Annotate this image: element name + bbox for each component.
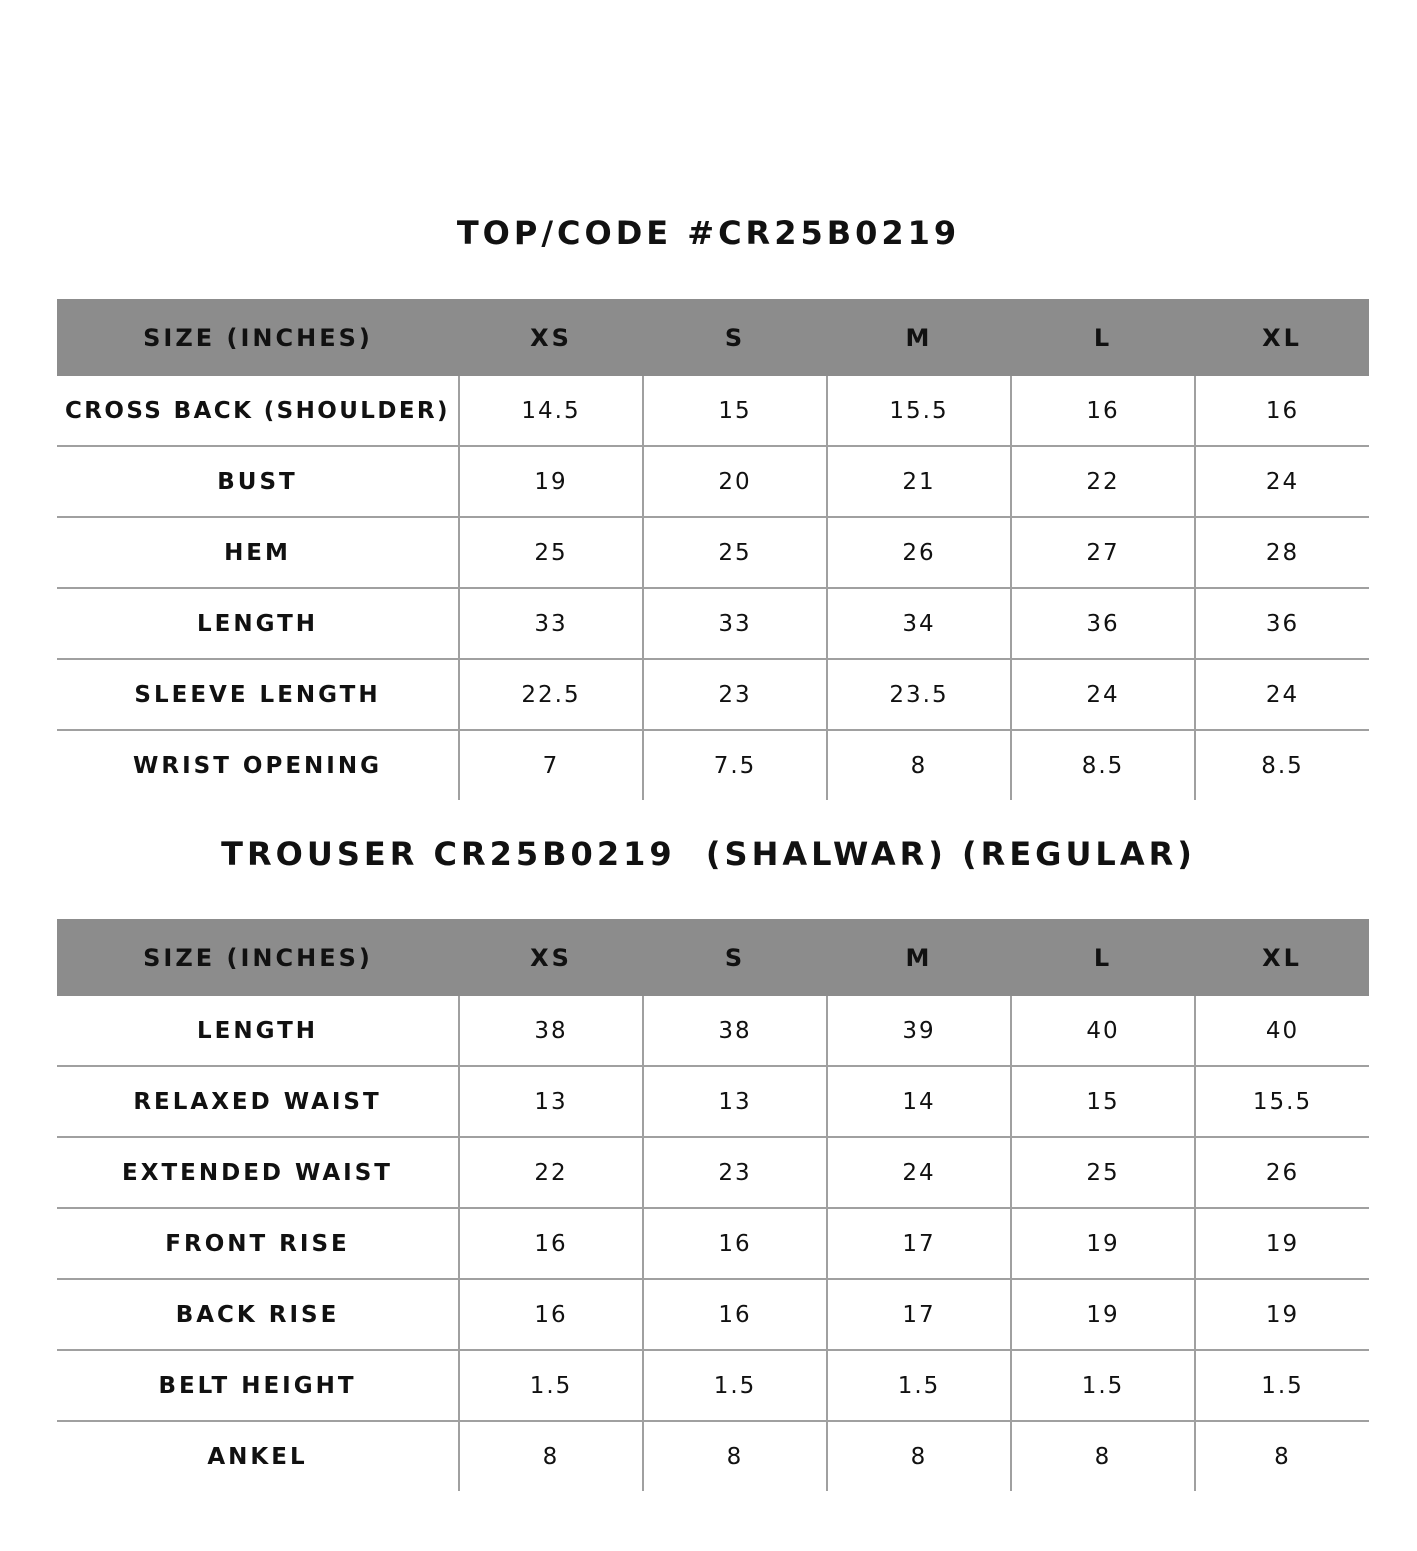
header-size-xl: XL bbox=[1195, 919, 1369, 996]
table-row bbox=[57, 1279, 1369, 1350]
row-label: BELT HEIGHT bbox=[57, 1350, 459, 1421]
table-row bbox=[57, 730, 1369, 800]
cell-value: 26 bbox=[1195, 1137, 1369, 1208]
table-row bbox=[57, 588, 1369, 659]
row-label: LENGTH bbox=[57, 996, 459, 1066]
row-label: BACK RISE bbox=[57, 1279, 459, 1350]
row-label: ANKEL bbox=[207, 1443, 308, 1470]
cell-value: 1.5 bbox=[459, 1350, 643, 1421]
header-size-m: M bbox=[827, 299, 1011, 376]
row-label: FRONT RISE bbox=[57, 1208, 459, 1279]
header-size-l: L bbox=[1011, 919, 1195, 996]
cell-value: 25 bbox=[1011, 1137, 1195, 1208]
cell-value: 7 bbox=[459, 730, 643, 800]
row-label: RELAXED WAIST bbox=[57, 1066, 459, 1137]
cell-value: 14.5 bbox=[459, 376, 643, 446]
table-row bbox=[57, 1350, 1369, 1421]
cell-value: 1.5 bbox=[643, 1350, 827, 1421]
cell-value: 16 bbox=[1195, 376, 1369, 446]
header-size-xs: XS bbox=[459, 299, 643, 376]
table-row bbox=[57, 659, 1369, 730]
trouser-size-table bbox=[57, 919, 1369, 1491]
cell-value: 33 bbox=[643, 588, 827, 659]
cell-value: 21 bbox=[827, 446, 1011, 517]
cell-value: 15.5 bbox=[1195, 1066, 1369, 1137]
cell-value: 19 bbox=[1195, 1208, 1369, 1279]
row-label: HEM bbox=[57, 517, 459, 588]
table-row bbox=[57, 376, 1369, 446]
header-size-l: L bbox=[1011, 299, 1195, 376]
table-header-row bbox=[57, 919, 1369, 996]
cell-value: 19 bbox=[459, 446, 643, 517]
header-size-s: S bbox=[643, 919, 827, 996]
cell-value: 27 bbox=[1011, 517, 1195, 588]
table-row bbox=[57, 517, 1369, 588]
cell-value: 16 bbox=[459, 1279, 643, 1350]
cell-value: 25 bbox=[459, 517, 643, 588]
cell-value: 8.5 bbox=[1011, 730, 1195, 800]
table-row bbox=[57, 446, 1369, 517]
cell-value: 34 bbox=[827, 588, 1011, 659]
row-label: WRIST OPENING bbox=[133, 752, 382, 779]
cell-value: 8 bbox=[1195, 1421, 1369, 1491]
cell-value: 15 bbox=[1011, 1066, 1195, 1137]
trouser-size-chart-title: TROUSER CR25B0219 (SHALWAR) (REGULAR) bbox=[221, 835, 1196, 873]
cell-value: 38 bbox=[459, 996, 643, 1066]
cell-value: 8 bbox=[827, 1421, 1011, 1491]
cell-value: 16 bbox=[459, 1208, 643, 1279]
cell-value: 24 bbox=[1011, 659, 1195, 730]
cell-value: 17 bbox=[827, 1208, 1011, 1279]
table-row bbox=[57, 1066, 1369, 1137]
header-size-label: SIZE (INCHES) bbox=[57, 299, 459, 376]
cell-value: 40 bbox=[1195, 996, 1369, 1066]
cell-value: 16 bbox=[643, 1279, 827, 1350]
cell-value: 8 bbox=[459, 1421, 643, 1491]
cell-value: 25 bbox=[643, 517, 827, 588]
cell-value: 8 bbox=[1011, 1421, 1195, 1491]
cell-value: 16 bbox=[1011, 376, 1195, 446]
cell-value: 15.5 bbox=[827, 376, 1011, 446]
cell-value: 23.5 bbox=[827, 659, 1011, 730]
cell-value: 19 bbox=[1011, 1279, 1195, 1350]
row-label: LENGTH bbox=[57, 588, 459, 659]
cell-value: 36 bbox=[1011, 588, 1195, 659]
header-size-s: S bbox=[643, 299, 827, 376]
table-row bbox=[57, 996, 1369, 1066]
header-size-m: M bbox=[827, 919, 1011, 996]
table-row bbox=[57, 1137, 1369, 1208]
header-size-xl: XL bbox=[1195, 299, 1369, 376]
table-header-row bbox=[57, 299, 1369, 376]
cell-value: 22.5 bbox=[459, 659, 643, 730]
cell-value: 38 bbox=[643, 996, 827, 1066]
cell-value: 8.5 bbox=[1195, 730, 1369, 800]
cell-value: 28 bbox=[1195, 517, 1369, 588]
cell-value: 24 bbox=[1195, 446, 1369, 517]
cell-value: 15 bbox=[643, 376, 827, 446]
cell-value: 1.5 bbox=[1011, 1350, 1195, 1421]
top-size-table bbox=[57, 299, 1369, 800]
row-label: BUST bbox=[57, 446, 459, 517]
cell-value: 39 bbox=[827, 996, 1011, 1066]
cell-value: 19 bbox=[1195, 1279, 1369, 1350]
cell-value: 16 bbox=[643, 1208, 827, 1279]
cell-value: 40 bbox=[1011, 996, 1195, 1066]
cell-value: 36 bbox=[1195, 588, 1369, 659]
cell-value: 23 bbox=[643, 659, 827, 730]
cell-value: 7.5 bbox=[643, 730, 827, 800]
cell-value: 19 bbox=[1011, 1208, 1195, 1279]
cell-value: 20 bbox=[643, 446, 827, 517]
table-row bbox=[57, 1421, 1369, 1491]
cell-value: 26 bbox=[827, 517, 1011, 588]
cell-value: 33 bbox=[459, 588, 643, 659]
header-size-xs: XS bbox=[459, 919, 643, 996]
cell-value: 1.5 bbox=[1195, 1350, 1369, 1421]
cell-value: 24 bbox=[1195, 659, 1369, 730]
row-label: SLEEVE LENGTH bbox=[57, 659, 459, 730]
row-label: EXTENDED WAIST bbox=[57, 1137, 459, 1208]
cell-value: 13 bbox=[643, 1066, 827, 1137]
cell-value: 8 bbox=[643, 1421, 827, 1491]
top-size-chart-title: TOP/CODE #CR25B0219 bbox=[456, 214, 961, 252]
cell-value: 23 bbox=[643, 1137, 827, 1208]
cell-value: 8 bbox=[827, 730, 1011, 800]
cell-value: 24 bbox=[827, 1137, 1011, 1208]
cell-value: 14 bbox=[827, 1066, 1011, 1137]
header-size-label: SIZE (INCHES) bbox=[57, 919, 459, 996]
cell-value: 1.5 bbox=[827, 1350, 1011, 1421]
row-label: CROSS BACK (SHOULDER) bbox=[57, 376, 459, 446]
cell-value: 22 bbox=[1011, 446, 1195, 517]
table-row bbox=[57, 1208, 1369, 1279]
cell-value: 22 bbox=[459, 1137, 643, 1208]
cell-value: 17 bbox=[827, 1279, 1011, 1350]
cell-value: 13 bbox=[459, 1066, 643, 1137]
